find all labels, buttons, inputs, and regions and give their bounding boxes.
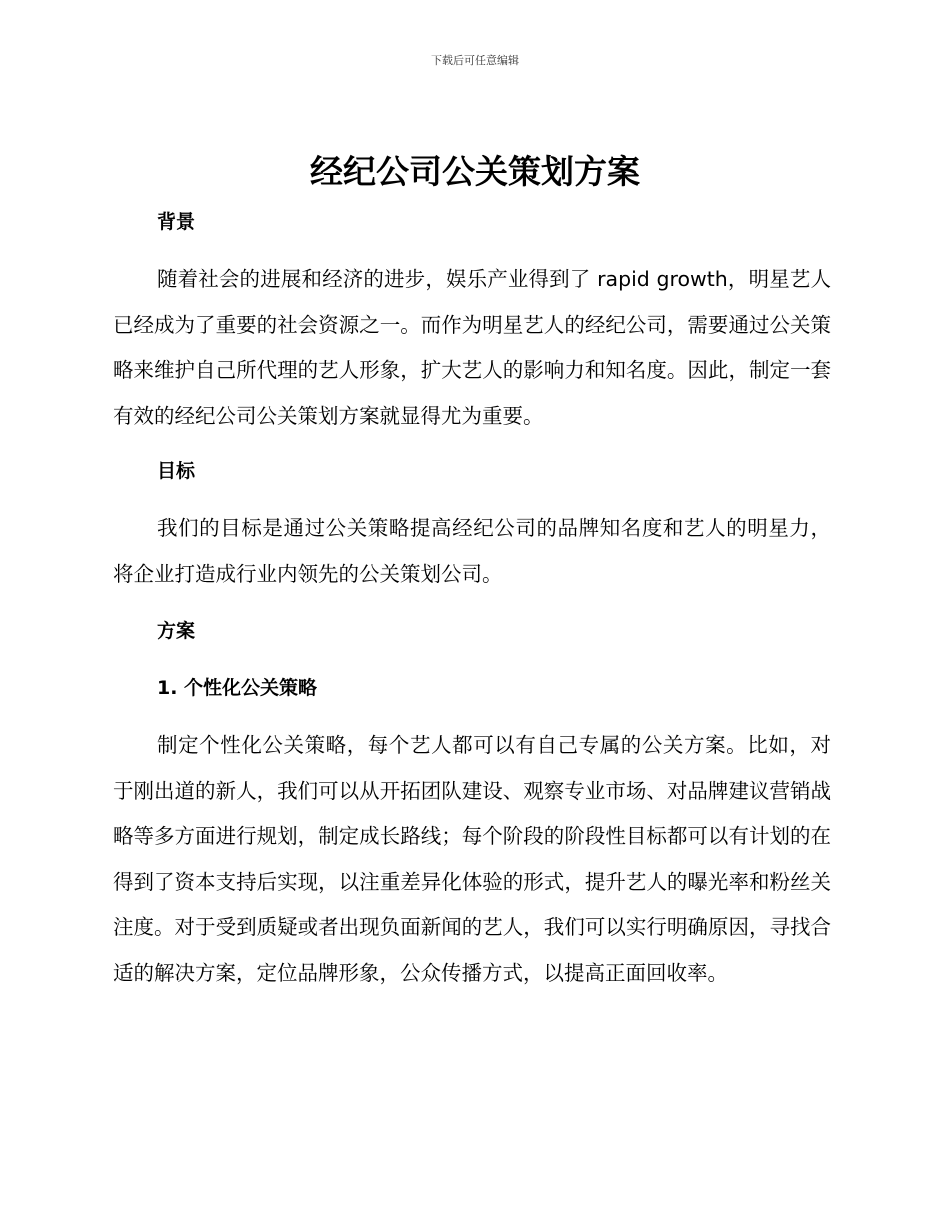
- section-paragraph-background: 随着社会的进展和经济的进步，娱乐产业得到了 rapid growth，明星艺人已经成为了重要的社会资源之一。而作为明星艺人的经纪公司，需要通过公关策略来维护自己所代理的艺人形象，扩大艺人的影响力和知名度。因此，制定一套有效的经纪公司公关策划方案就显得尤为重要。: [113, 267, 831, 428]
- section-paragraph-personalized-pr: 制定个性化公关策略，每个艺人都可以有自己专属的公关方案。比如，对于刚出道的新人，我们可以从开拓团队建设、观察专业市场、对品牌建议营销战略等多方面进行规划，制定成长路线；每个阶段的阶段性目标都可以有计划的在得到了资本支持后实现，以注重差异化体验的形式，提升艺人的曝光率和粉丝关注度。对于受到质疑或者出现负面新闻的艺人，我们可以实行明确原因，寻找合适的解决方案，定位品牌形象，公众传播方式，以提高正面回收率。: [113, 733, 831, 985]
- section-paragraph-goal: 我们的目标是通过公关策略提高经纪公司的品牌知名度和艺人的明星力，将企业打造成行业内领先的公关策划公司。: [113, 516, 831, 586]
- page-header-watermark: 下载后可任意编辑: [431, 54, 519, 67]
- section-heading-background: 背景: [157, 211, 196, 233]
- section-heading-plan: 方案: [157, 620, 196, 642]
- section-heading-goal: 目标: [157, 460, 196, 482]
- document-title: 经纪公司公关策划方案: [310, 152, 640, 191]
- section-heading-personalized-pr: 1. 个性化公关策略: [157, 677, 318, 699]
